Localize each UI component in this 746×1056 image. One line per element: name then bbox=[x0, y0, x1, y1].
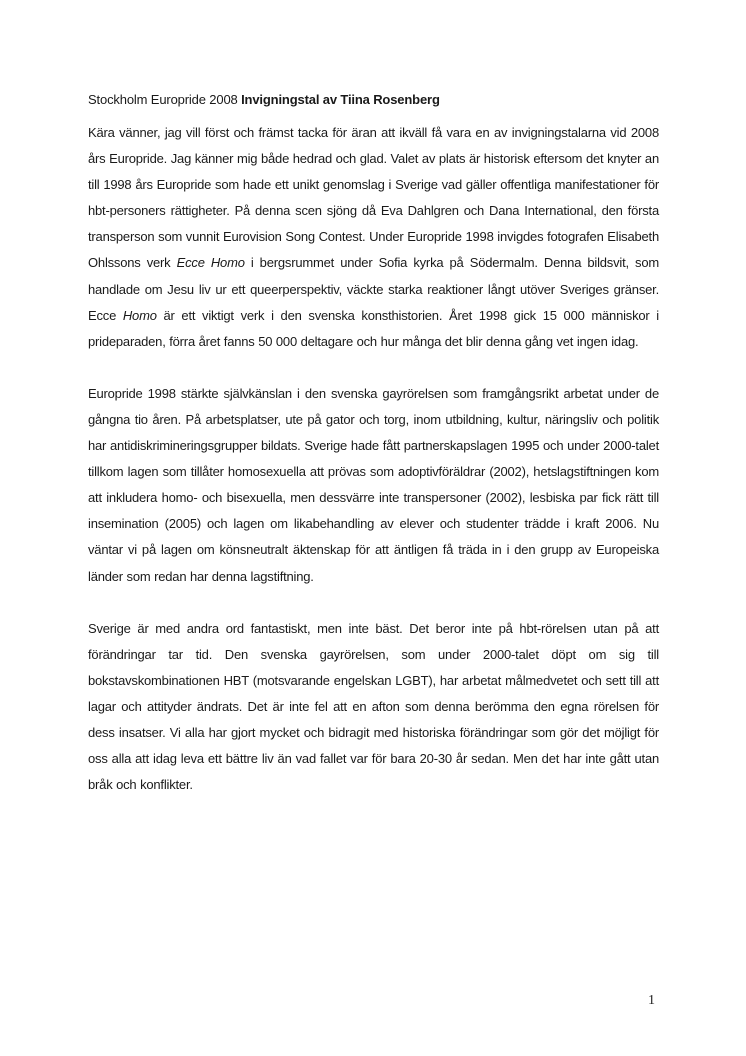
paragraph-text: Europride 1998 stärkte självkänslan i den svenska gayrörelsen som framgångsrikt arbetat under de gångna tio åren. På arbetsplatser, ute på gator och torg, inom utbildning, kultur, näringsliv och politik har antidiskrimineringsgrupper bildats. Sverige hade fått partnerskapslagen 1995 och under 2000-talet tillkom lagen som tillåter homosexuella att prövas som adoptivföräldrar (2002), hetslagstiftningen kom att inkludera homo- och bisexuella, men dessvärre inte transpersoner (2002), lesbiska par fick rätt till insemination (2005) och lagen om likabehandling av elever och studenter trädde i kraft 2006. Nu väntar vi på lagen om könsneutralt äktenskap för att äntligen få träda in i den grupp av Europeiska länder som redan har denna lagstiftning. bbox=[88, 385, 659, 584]
document-title bbox=[88, 88, 659, 112]
document-page bbox=[88, 88, 659, 798]
title-prefix: Stockholm Europride 2008 bbox=[88, 92, 242, 107]
title-bold: Invigningstal av Tiina Rosenberg bbox=[241, 92, 440, 107]
paragraph-text: i bergsrummet under Sofia kyrka på Södermalm. Denna bildsvit, som handlade om Jesu liv ur ett queerperspektiv, väckte starka reaktioner långt utöver Sveriges gränser. Ecce bbox=[88, 255, 660, 323]
paragraph-text: Sverige är med andra ord fantastiskt, men inte bäst. Det beror inte på hbt-rörelsen utan på att förändringar tar tid. Den svenska gayrörelsen, som under 2000-talet döpt om sig till bokstavskombinationen HBT (motsvarande engelskan LGBT), har arbetat målmedvetet och sett till att lagar och attityder ändrats. Det är inte fel att en afton som denna berömma den egna rörelsen för dess insatser. Vi alla har gjort mycket och bidragit med historiska förändringar som gör det möjligt för oss alla att idag leva ett bättre liv än vad fallet var för bara 20-30 år sedan. Men det har inte gått utan bråk och konflikter. bbox=[88, 620, 659, 793]
paragraph-gap bbox=[88, 355, 659, 381]
paragraph-text: Kära vänner, jag vill först och främst tacka för äran att ikväll få vara en av invigningstalarna vid 2008 års Europride. Jag känner mig både hedrad och glad. Valet av plats är historisk eftersom det knyter an till 1998 års Europride som hade ett unikt genomslag i Sverige vad gäller offentliga manifestationer för hbt-personers rättigheter. På denna scen sjöng då Eva Dahlgren och Dana International, den första transperson som vunnit Eurovision Song Contest. Under Europride 1998 invigdes fotografen Elisabeth Ohlssons verk bbox=[88, 125, 659, 271]
italic-work-title: Ecce Homo bbox=[176, 255, 245, 271]
page-number: 1 bbox=[648, 993, 655, 1008]
paragraph-gap bbox=[88, 590, 659, 616]
paragraph-text: är ett viktigt verk i den svenska konsthistorien. Året 1998 gick 15 000 människor i prideparaden, förra året fanns 50 000 deltagare och hur många det blir denna gång vet ingen idag. bbox=[88, 307, 659, 349]
paragraph-2 bbox=[88, 381, 659, 590]
italic-work-title: Homo bbox=[122, 307, 157, 323]
paragraph-1 bbox=[88, 120, 659, 355]
paragraph-3 bbox=[88, 616, 659, 799]
